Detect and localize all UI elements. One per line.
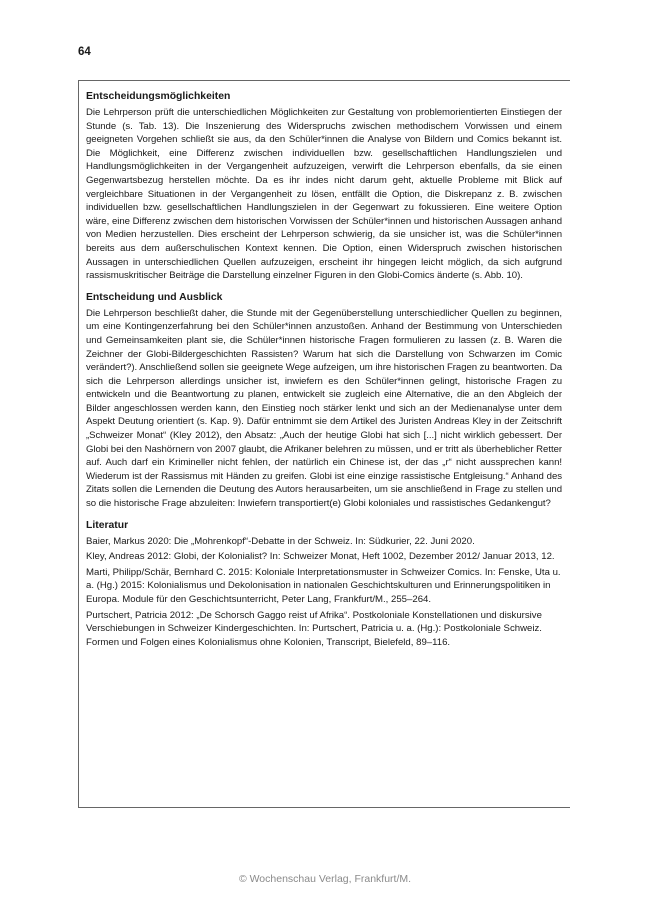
literature-item: Kley, Andreas 2012: Globi, der Kolonialist? In: Schweizer Monat, Heft 1002, Dezember 2012/ Januar 2013, 12. [86,551,555,563]
literature-item: Baier, Markus 2020: Die „Mohrenkopf“-Debatte in der Schweiz. In: Südkurier, 22. Juni 2020. [86,535,475,547]
section-text-decision: Die Lehrperson beschließt daher, die Stunde mit der Gegenüberstellung unterschiedlicher Quellen zu beginnen, um eine Kontingenzerfahrung bei den Schüler*innen anzustoßen. Anhand der Bestimmung von Unterschieden und Gemeinsamkeiten plant sie, die Schüler*innen historische Fragen formulieren zu lassen (z. B. Waren die Zeichner der Globi-Bildergeschichten Rassisten? Warum hat sich die Darstellung von Schwarzen im Comic verändert?). Anschließend sollen sie geeignete Wege aufzeigen, um ihre historischen Fragen zu beantworten. Da sich die Lehrperson allerdings unsicher ist, inwiefern es den Schüler*innen gelingt, historische Fragen zu entwickeln und die Beantwortung zu planen, entwickelt sie zugleich eine Alternative, die an den Abgleich der Bilder angeschlossen werden kann, den Einstieg noch stärker lenkt und sich an der Medienanalyse unter dem Aspekt Deutung orientiert (s. Kap. 9). Dafür entnimmt sie dem Artikel des Juristen Andreas Kley in der Zeitschrift „Schweizer Monat“ (Kley 2012), den Absatz: „Auch der heutige Globi hat sich [...] nicht wirklich gebessert. Der Globi bei den Nashörnern von 2007 glaubt, die Afrikaner belehren zu müssen, und er tritt als überheblicher Retter auf. Auch darf ein Krimineller nicht fehlen, der natürlich ein Chinese ist, der das „r“ nicht aussprechen kann! Wiederum ist der Rassismus mit Händen zu greifen. Globi ist eine einzige rassistische Entgleisung.“ Anhand des Zitats sollen die Lernenden die Deutung des Autors herausarbeiten, um sie anschließend in Frage zu stellen und so die historische Frage abzuleiten: Inwiefern transportiert(e) Globi koloniales und rassistisches Gedankengut? [86,307,562,510]
literature-item: Purtschert, Patricia 2012: „De Schorsch Gaggo reist uf Afrika“. Postkoloniale Konstellationen und diskursive Verschiebungen in Schweizer Kindergeschichten. In: Purtschert, Patricia u. a. (Hg.): Postkoloniale Schweiz. Formen und Folgen eines Kolonialismus ohne Kolonien, Transcript, Bielefeld, 89–116. [86,609,542,648]
literature-list [86,535,562,650]
page-number: 64 [78,46,91,58]
section-heading-options: Entscheidungsmöglichkeiten [86,91,231,102]
literature-item: Marti, Philipp/Schär, Bernhard C. 2015: Koloniale Interpretationsmuster in Schweizer Comics. In: Fenske, Uta u. a. (Hg.) 2015: Kolonialismus und Dekolonisation in nationalen Geschichtskulturen und Erinnerungspolitiken in Europa. Module für den Geschichtsunterricht, Peter Lang, Frankfurt/M., 255–264. [86,566,561,605]
section-heading-decision: Entscheidung und Ausblick [86,291,223,303]
content-box [78,80,570,808]
literature-heading: Literatur [86,519,129,531]
section-text-options: Die Lehrperson prüft die unterschiedlichen Möglichkeiten zur Gestaltung von problemorientierten Einstiegen der Stunde (s. Tab. 13). Die Inszenierung des Widerspruchs zwischen methodischem Vorwissen und einem geeigneten Vorgehen schließt sie aus, da den Schüler*innen die Analyse von Bildern und Comics bekannt ist. Die Möglichkeit, eine Differenz zwischen individuellen bzw. gesellschaftlichen Handlungszielen und Handlungsmöglichkeiten in der Vergangenheit aufzuzeigen, verwirft die Lehrperson ebenfalls, da sie einen Gegenwartsbezug herstellen möchte. Da es ihr indes nicht darum geht, aktuelle Probleme mit Blick auf vergleichbare Situationen in der Vergangenheit zu lösen, entfällt die Option, die Diskrepanz z. B. zwischen individuellen bzw. gesellschaftlichen Handlungszielen in der Gegenwart zu fokussieren. Eine weitere Option wäre, eine Differenz zwischen dem historischen Vorwissen der Schüler*innen und historischen Aussagen anhand von Medien herzustellen. Dies erscheint der Lehrperson schwierig, da sie unsicher ist, was die Schüler*innen bereits aus dem außerschulischen Kontext kennen. Die Option, einen Widerspruch zwischen historischen Aussagen in unterschiedlichen Quellen aufzuzeigen, erscheint ihr hingegen leicht möglich, da sich aufgrund rassismuskritischer Beiträge die Darstellung einzelner Figuren in den Globi-Comics änderte (s. Abb. 10). [86,107,562,282]
copyright-footer: © Wochenschau Verlag, Frankfurt/M. [238,873,412,885]
